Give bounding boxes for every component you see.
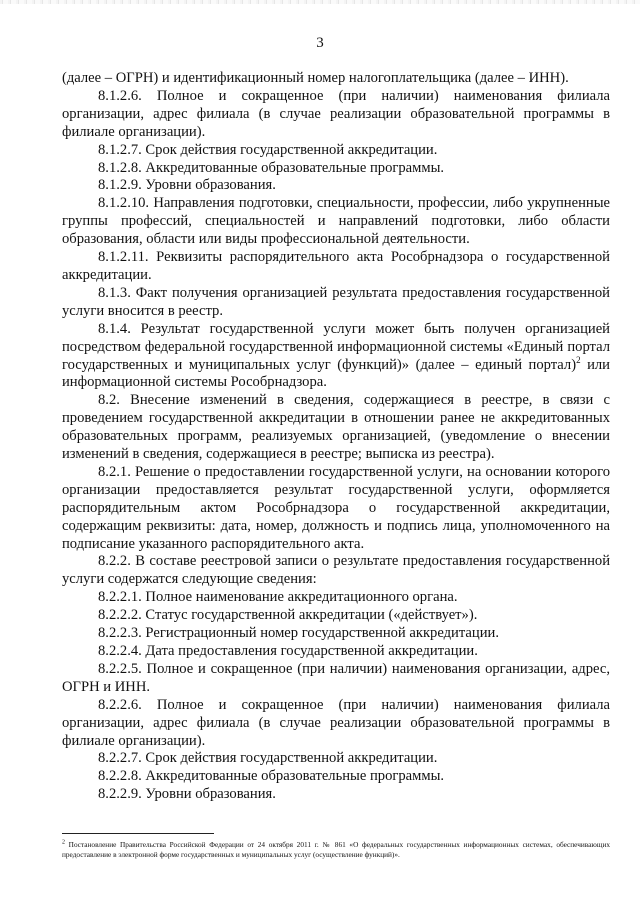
footnote-marker: 2 — [62, 839, 65, 846]
paragraph-text: 8.2.2.5. Полное и сокращенное (при наличии) наименования организации, адрес, ОГРН и ИНН. — [62, 660, 610, 695]
paragraph-text: 8.2.2.2. Статус государственной аккредитации («действует»). — [98, 607, 478, 624]
paragraph-text: 8.2.2.6. Полное и сокращенное (при наличии) наименования филиала организации, адрес филиала (в случае реализации образовательной программы в филиале организации). — [62, 696, 610, 749]
paragraph-text: 8.2.2. В составе реестровой записи о результате предоставления государственной услуги содержатся следующие сведения: — [62, 553, 610, 588]
paragraph-8-1-2-8 — [62, 160, 610, 178]
scan-edge — [0, 0, 640, 4]
paragraph-text: (далее – ОГРН) и идентификационный номер налогоплательщика (далее – ИНН). — [62, 70, 569, 86]
footnote-separator — [62, 833, 214, 834]
paragraph-8-1-2-7 — [62, 142, 610, 160]
paragraph-8-2-2-3 — [62, 625, 610, 643]
footnote — [62, 840, 610, 860]
paragraph-text: 8.2.1. Решение о предоставлении государственной услуги, на основании которого организации предоставляется результат государственной услуги, оформляется распорядительным актом Рособрнадзора о государственной аккредитации, содержащим реквизиты: дата, номер, должность и подпись лица, уполномоченного на подписание указанного распорядительного акта. — [62, 463, 610, 552]
paragraph-8-2-2 — [62, 553, 610, 589]
paragraph-text: 8.1.2.11. Реквизиты распорядительного акта Рособрнадзора о государственной аккредитации. — [62, 249, 610, 283]
paragraph-text: 8.1.2.8. Аккредитованные образовательные программы. — [98, 159, 445, 176]
paragraph-text: 8.2.2.4. Дата предоставления государственной аккредитации. — [98, 643, 478, 659]
paragraph-text: 8.1.2.7. Срок действия государственной аккредитации. — [98, 141, 438, 158]
paragraph-text: 8.1.2.6. Полное и сокращенное (при наличии) наименования филиала организации, адрес филиала (в случае реализации образовательной программы в филиале организации). — [62, 87, 610, 140]
paragraph-text: 8.2.2.7. Срок действия государственной аккредитации. — [98, 750, 438, 767]
footnote-reference: 2 — [576, 354, 581, 365]
paragraph-text: 8.2.2.9. Уровни образования. — [98, 786, 276, 803]
footnote-text: Постановление Правительства Российской Федерации от 24 октября 2011 г. № 861 «О федеральных государственных информационных системах, обеспечивающих предоставление в электронной форме государственных и муниципальных услуг (осуществление функций)». — [62, 840, 610, 859]
paragraph-8-2 — [62, 392, 610, 464]
paragraph-8-1-3 — [62, 285, 610, 321]
paragraph-8-1-2-9 — [62, 177, 610, 195]
paragraph-8-2-2-2 — [62, 607, 610, 625]
paragraph-8-2-2-1 — [62, 589, 610, 607]
paragraph-8-1-2-11 — [62, 249, 610, 285]
paragraph-8-2-2-4 — [62, 643, 610, 661]
paragraph-text: 8.2. Внесение изменений в сведения, содержащиеся в реестре, в связи с проведением государственной аккредитации в отношении ранее не аккредитованных образовательных программ, реализуемых организацией, (уведомление о внесении изменений в сведения, содержащиеся в реестре; выписка из реестра). — [62, 392, 610, 463]
paragraph-text: 8.2.2.8. Аккредитованные образовательные программы. — [98, 768, 445, 785]
paragraph-text: 8.1.2.10. Направления подготовки, специальности, профессии, либо укрупненные группы профессий, специальностей и направлений подготовки, либо области образования, области или виды профессиональной деятельности. — [62, 195, 610, 248]
body-text — [62, 70, 610, 804]
paragraph-8-1-4 — [62, 321, 610, 393]
paragraph-text: 8.1.3. Факт получения организацией результата предоставления государственной услуги вносится в реестр. — [62, 284, 610, 319]
paragraph-text: 8.2.2.1. Полное наименование аккредитационного органа. — [98, 589, 458, 606]
paragraph-text: 8.2.2.3. Регистрационный номер государственной аккредитации. — [98, 625, 499, 642]
paragraph-text: 8.1.2.9. Уровни образования. — [98, 177, 276, 194]
paragraph-8-2-2-7 — [62, 750, 610, 768]
paragraph-0 — [62, 70, 610, 88]
paragraph-8-2-2-9 — [62, 786, 610, 804]
paragraph-8-2-2-5 — [62, 661, 610, 697]
paragraph-8-1-2-6 — [62, 88, 610, 142]
paragraph-text-tail: или информационной системы Рособрнадзора. — [62, 356, 610, 391]
paragraph-8-1-2-10 — [62, 195, 610, 249]
paragraph-8-2-2-8 — [62, 768, 610, 786]
paragraph-8-2-1 — [62, 464, 610, 554]
paragraph-text: 8.1.4. Результат государственной услуги может быть получен организацией посредством федеральной государственной информационной системы «Единый портал государственных и муниципальных услуг (функций)» (далее – единый портал) — [62, 320, 610, 373]
paragraph-8-2-2-6 — [62, 697, 610, 751]
page-number: 3 — [316, 35, 324, 51]
